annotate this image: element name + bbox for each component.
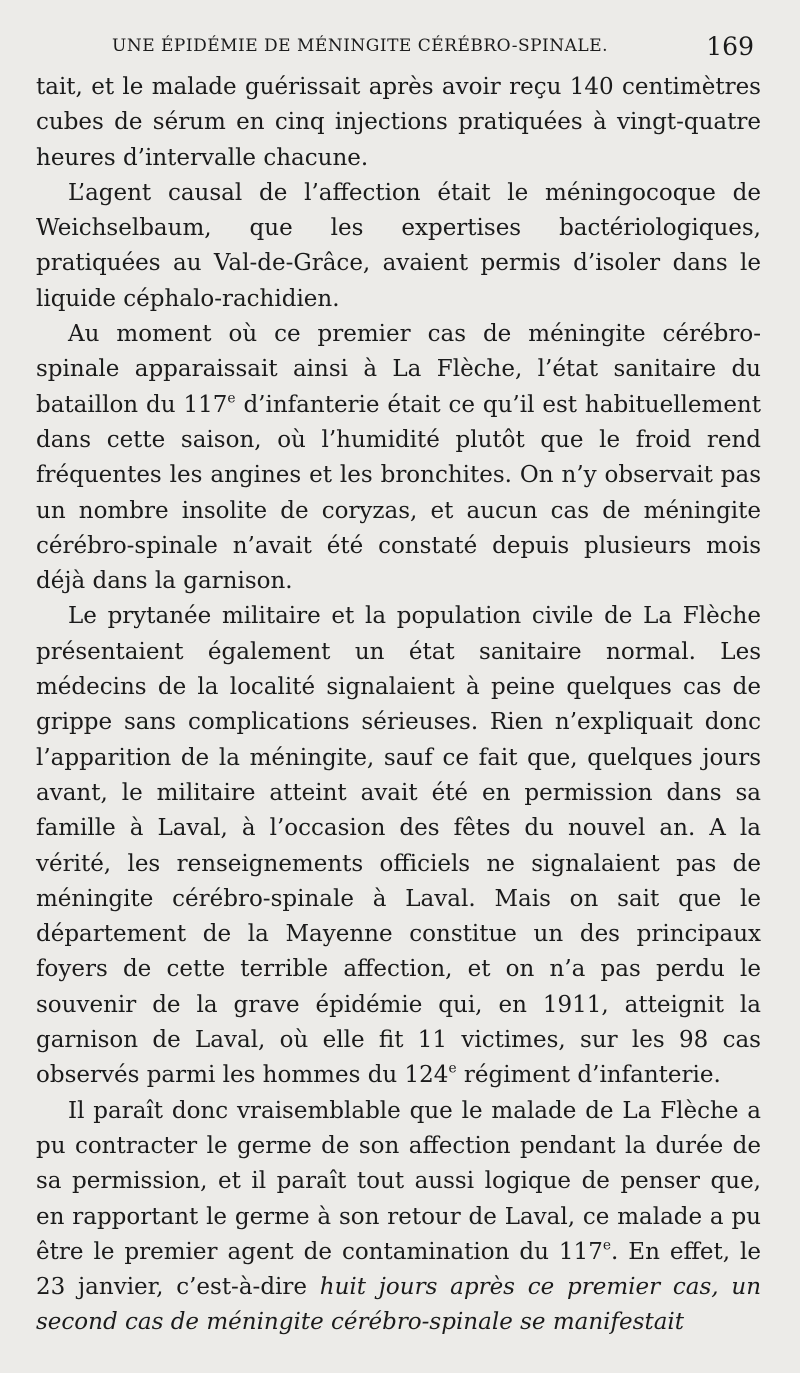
paragraph-5-text-b: . En effet, le 23 janvier, c’est-à-dire <box>36 1238 761 1301</box>
paragraph-3-text-a: Au moment où ce premier cas de méningite cérébro-spinale apparaissait ainsi à La Flèche, l’état sanitaire du bataillon du 117 <box>36 321 761 418</box>
body-text <box>36 70 761 1341</box>
paragraph-5-italic: huit jours après ce premier cas, un second cas de méningite cérébro-spinale se manifestait <box>36 1274 762 1336</box>
page-number: 169 <box>706 32 754 61</box>
paragraph-5 <box>36 1094 761 1341</box>
paragraph-4-text-b: régiment d’infanterie. <box>456 1062 721 1089</box>
running-title: UNE ÉPIDÉMIE DE MÉNINGITE CÉRÉBRO-SPINALE. <box>112 36 609 56</box>
paragraph-4-text-a: Le prytanée militaire et la population civile de La Flèche présentaient également un état sanitaire normal. Les médecins de la localité signalaient à peine quelques cas de grippe sans complications sérieuses. Rien n’expliquait donc l’apparition de la méningite, sauf ce fait que, quelques jours avant, le militaire atteint avait été en permission dans sa famille à Laval, à l’occasion des fêtes du nouvel an. A la vérité, les renseignements officiels ne signalaient pas de méningite cérébro-spinale à Laval. Mais on sait que le département de la Mayenne constitue un des principaux foyers de cette terrible affection, et on n’a pas perdu le souvenir de la grave épidémie qui, en 1911, atteignit la garnison de Laval, où elle fit 11 victimes, sur les 98 cas observés parmi les hommes du 124 <box>36 603 761 1089</box>
ordinal-superscript: e <box>227 390 236 407</box>
paragraph-5-text-a: Il paraît donc vraisemblable que le malade de La Flèche a pu contracter le germe de son affection pendant la durée de sa permission, et il paraît tout aussi logique de penser que, en rapportant le germe à son retour de Laval, ce malade a pu être le premier agent de contamination du 117 <box>36 1097 761 1265</box>
ordinal-superscript: e <box>602 1237 611 1254</box>
paragraph-3-text-b: d’infanterie était ce qu’il est habituellement dans cette saison, où l’humidité plutôt que le froid rend fréquentes les angines et les bronchites. On n’y observait pas un nombre insolite de coryzas, et aucun cas de méningite cérébro-spinale n’avait été constaté depuis plusieurs mois déjà dans la garnison. <box>36 391 761 595</box>
page-header <box>0 32 800 72</box>
paragraph-1: tait, et le malade guérissait après avoir reçu 140 centimètres cubes de sérum en cinq injections pratiquées à vingt-quatre heures d’intervalle chacune. <box>36 74 761 171</box>
paragraph-4 <box>36 599 761 1093</box>
ordinal-superscript: e <box>448 1060 457 1077</box>
paragraph-2: L’agent causal de l’affection était le méningocoque de Weichselbaum, que les expertises bactériologiques, pratiquées au Val-de-Grâce, avaient permis d’isoler dans le liquide céphalo-rachidien. <box>36 179 761 312</box>
paragraph-3 <box>36 317 761 599</box>
